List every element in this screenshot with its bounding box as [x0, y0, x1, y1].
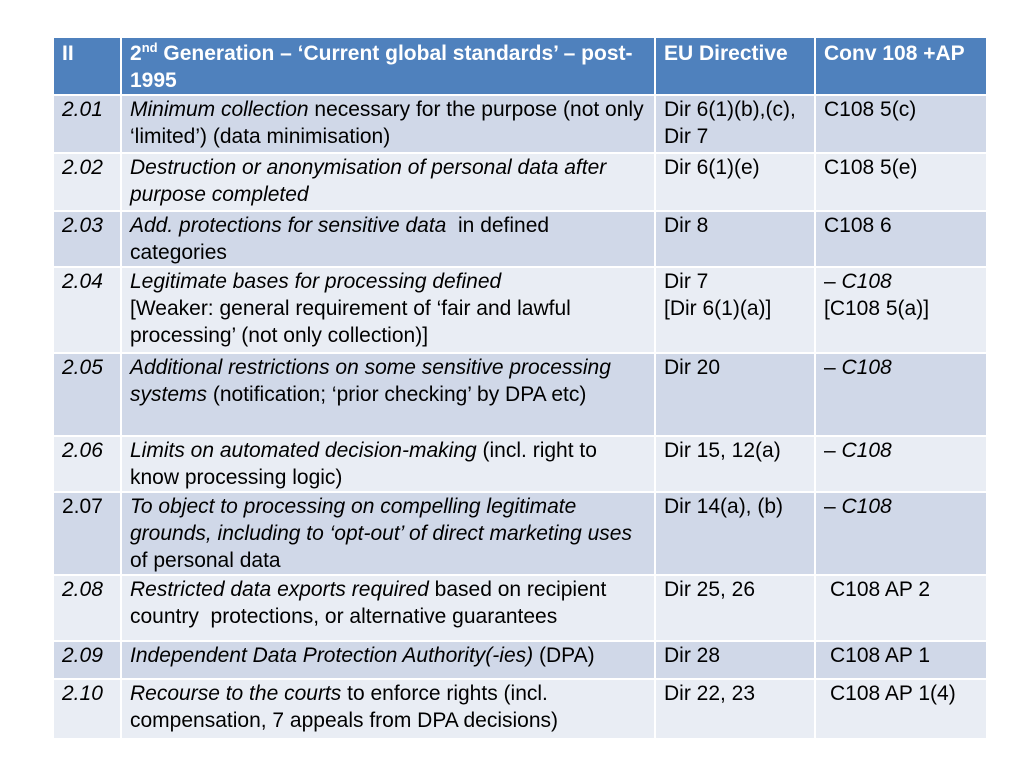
desc-plain: of personal data	[130, 549, 281, 572]
convention-italic: C108	[841, 495, 892, 518]
row-number: 2.09	[53, 641, 121, 679]
row-description	[121, 641, 655, 679]
convention-dash: –	[824, 439, 842, 462]
header-eu-directive: EU Directive	[655, 37, 815, 95]
row-directive: Dir 20	[655, 353, 815, 436]
table-row	[53, 492, 987, 575]
row-number: 2.07	[53, 492, 121, 575]
directive-line: [Dir 6(1)(a)]	[664, 297, 772, 320]
row-directive: Dir 15, 12(a)	[655, 436, 815, 492]
row-description	[121, 95, 655, 153]
row-description	[121, 353, 655, 436]
convention-dash: –	[824, 356, 842, 379]
desc-plain: based on recipient country protections, or alternative guarantees	[130, 578, 613, 628]
row-description	[121, 211, 655, 267]
header-generation-prefix: 2	[130, 42, 142, 65]
desc-plain: to enforce rights (incl. compensation, 7 appeals from DPA decisions)	[130, 682, 558, 732]
table-row	[53, 267, 987, 353]
header-row	[53, 37, 987, 95]
table-row	[53, 353, 987, 436]
header-generation-sup: nd	[141, 40, 158, 55]
desc-italic: To object to processing on compelling legitimate grounds, including to ‘opt-out’ of direct marketing uses	[130, 495, 632, 545]
row-convention	[815, 267, 987, 353]
row-convention: C108 5(e)	[815, 153, 987, 211]
table-row	[53, 95, 987, 153]
row-description	[121, 492, 655, 575]
table-row	[53, 436, 987, 492]
table-row	[53, 575, 987, 641]
row-directive: Dir 6(1)(e)	[655, 153, 815, 211]
convention-line: [C108 5(a)]	[824, 297, 930, 320]
header-generation-rest: Generation – ‘Current global standards’ – post-1995	[130, 42, 633, 92]
header-conv108: Conv 108 +AP	[815, 37, 987, 95]
desc-plain: [Weaker: general requirement of ‘fair and lawful processing’ (not only collection)]	[130, 297, 571, 347]
desc-italic: Legitimate bases for processing defined	[130, 270, 502, 293]
desc-plain: (notification; ‘prior checking’ by DPA etc)	[207, 383, 587, 406]
desc-plain: (DPA)	[533, 644, 595, 667]
convention-italic: C108	[841, 439, 892, 462]
convention-italic: C108	[841, 270, 892, 293]
table-row	[53, 153, 987, 211]
directive-line: Dir 7	[664, 270, 709, 293]
row-directive: Dir 22, 23	[655, 679, 815, 739]
row-directive: Dir 25, 26	[655, 575, 815, 641]
convention-line	[824, 268, 980, 295]
row-description	[121, 436, 655, 492]
row-number: 2.08	[53, 575, 121, 641]
row-description	[121, 153, 655, 211]
row-number: 2.02	[53, 153, 121, 211]
row-number: 2.05	[53, 353, 121, 436]
row-number: 2.10	[53, 679, 121, 739]
row-description	[121, 679, 655, 739]
desc-italic: Destruction or anonymisation of personal data after purpose completed	[130, 156, 607, 206]
desc-italic: Minimum collection	[130, 98, 309, 121]
row-convention	[815, 436, 987, 492]
desc-plain: necessary for the purpose (not only ‘limited’) (data minimisation)	[130, 98, 644, 148]
row-number: 2.04	[53, 267, 121, 353]
row-convention: C108 AP 2	[815, 575, 987, 641]
row-directive: Dir 6(1)(b),(c), Dir 7	[655, 95, 815, 153]
row-directive	[655, 267, 815, 353]
row-convention: C108 AP 1(4)	[815, 679, 987, 739]
row-number: 2.03	[53, 211, 121, 267]
table-row	[53, 641, 987, 679]
table-row	[53, 679, 987, 739]
header-generation	[121, 37, 655, 95]
row-number: 2.01	[53, 95, 121, 153]
standards-table	[52, 36, 988, 740]
row-directive: Dir 8	[655, 211, 815, 267]
desc-italic: Add. protections for sensitive data	[130, 214, 447, 237]
row-description	[121, 267, 655, 353]
row-description	[121, 575, 655, 641]
row-directive: Dir 28	[655, 641, 815, 679]
desc-italic: Restricted data exports required	[130, 578, 429, 601]
desc-italic: Independent Data Protection Authority(-ies)	[130, 644, 534, 667]
row-directive: Dir 14(a), (b)	[655, 492, 815, 575]
row-convention: C108 6	[815, 211, 987, 267]
row-number: 2.06	[53, 436, 121, 492]
convention-dash: –	[824, 495, 842, 518]
row-convention	[815, 353, 987, 436]
header-number: II	[53, 37, 121, 95]
desc-italic: Recourse to the courts	[130, 682, 342, 705]
row-convention: C108 5(c)	[815, 95, 987, 153]
convention-dash: –	[824, 270, 842, 293]
row-convention	[815, 492, 987, 575]
desc-plain: (incl. right to know processing logic)	[130, 439, 597, 489]
table-row	[53, 211, 987, 267]
desc-italic: Limits on automated decision-making	[130, 439, 477, 462]
desc-italic: Additional restrictions on some sensitive processing systems	[130, 356, 611, 406]
convention-italic: C108	[841, 356, 892, 379]
desc-plain: in defined categories	[130, 214, 555, 264]
row-convention: C108 AP 1	[815, 641, 987, 679]
